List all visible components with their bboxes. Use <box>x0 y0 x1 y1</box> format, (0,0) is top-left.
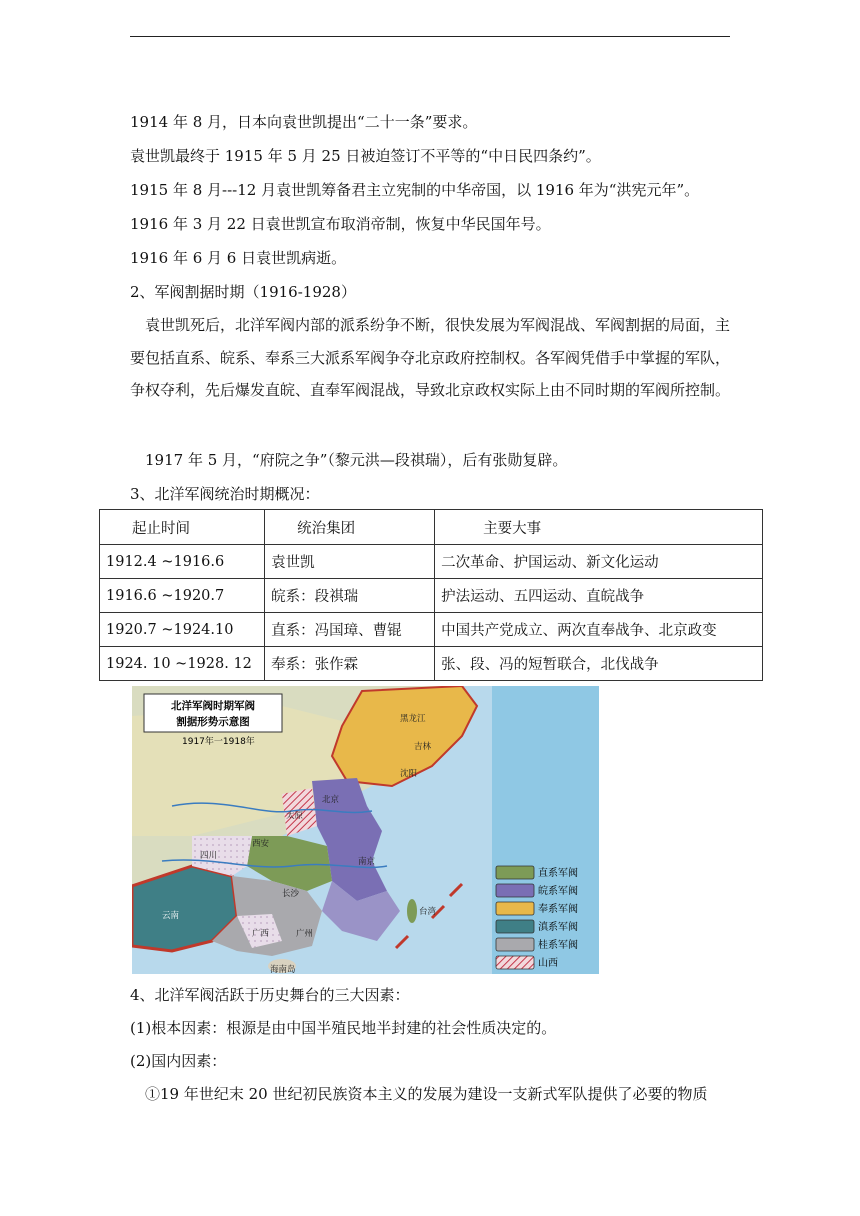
label-beijing: 北京 <box>322 795 340 805</box>
label-nanjing: 南京 <box>358 857 376 867</box>
table-row <box>100 647 763 681</box>
label-sichuan: 四川 <box>200 851 218 861</box>
label-jilin: 吉林 <box>414 742 432 752</box>
warlord-table <box>99 509 763 681</box>
legend-swatch-guangxi <box>496 938 534 951</box>
table-cell: 直系：冯国璋、曹锟 <box>265 613 435 647</box>
map-years: 1917年一1918年 <box>182 737 255 747</box>
map-title-line1: 北洋军阀时期军阀 <box>171 700 255 712</box>
legend-swatch-yunnan <box>496 920 534 933</box>
table-cell: 袁世凯 <box>265 545 435 579</box>
label-yunnan: 云南 <box>162 911 180 921</box>
table-cell: 中国共产党成立、两次直奉战争、北京政变 <box>435 613 763 647</box>
label-heilongjiang: 黑龙江 <box>400 714 426 724</box>
table-cell: 护法运动、五四运动、直皖战争 <box>435 579 763 613</box>
label-taiyuan: 太原 <box>286 811 304 821</box>
text-line-factor1: (1)根本因素：根源是由中国半殖民地半封建的社会性质决定的。 <box>130 1019 557 1037</box>
legend-label: 皖系军阀 <box>538 886 578 897</box>
section-heading-4: 4、北洋军阀活跃于历史舞台的三大因素： <box>130 986 410 1004</box>
legend-swatch-fengtian <box>496 902 534 915</box>
label-changsha: 长沙 <box>282 889 300 899</box>
table-cell: 奉系：张作霖 <box>265 647 435 681</box>
text-line-factor2-1: ①19 年世纪末 20 世纪初民族资本主义的发展为建设一支新式军队提供了必要的物质 <box>145 1085 708 1103</box>
legend-swatch-shanxi <box>496 956 534 969</box>
table-row <box>100 613 763 647</box>
header-rule <box>130 36 730 37</box>
section-heading-3: 3、北洋军阀统治时期概况： <box>130 485 320 503</box>
text-line-1914: 1914 年 8 月，日本向袁世凯提出“二十一条”要求。 <box>130 113 478 131</box>
legend-swatch-anhui <box>496 884 534 897</box>
label-xian: 西安 <box>252 839 270 849</box>
table-cell: 1924. 10 ~1928. 12 <box>100 647 265 681</box>
label-guangzhou: 广州 <box>296 929 314 939</box>
map-title-line2: 割据形势示意图 <box>176 716 250 728</box>
text-line-1915-treaty: 袁世凯最终于 1915 年 5 月 25 日被迫签订不平等的“中日民四条约”。 <box>130 147 601 165</box>
table-cell: 皖系：段祺瑞 <box>265 579 435 613</box>
text-line-1916-cancel: 1916 年 3 月 22 日袁世凯宣布取消帝制，恢复中华民国年号。 <box>130 215 551 233</box>
taiwan-island <box>407 899 417 923</box>
label-hainan: 海南岛 <box>270 965 296 974</box>
table-cell: 1920.7 ~1924.10 <box>100 613 265 647</box>
legend-label: 奉系军阀 <box>538 904 578 915</box>
table-cell: 1916.6 ~1920.7 <box>100 579 265 613</box>
warlord-paragraph: 袁世凯死后，北洋军阀内部的派系纷争不断，很快发展为军阀混战、军阀割据的局面，主要包括直系、皖系、奉系三大派系军阀争夺北京政府控制权。各军阀凭借手中掌握的军队，争权夺利，先后爆发直皖、直奉军阀混战，导致北京政权实际上由不同时期的军阀所控制。 <box>130 316 731 399</box>
legend-swatch-zhili <box>496 866 534 879</box>
table-header-cell: 统治集团 <box>265 510 435 545</box>
table-cell: 1912.4 ~1916.6 <box>100 545 265 579</box>
table-cell: 张、段、冯的短暂联合，北伐战争 <box>435 647 763 681</box>
warlord-map <box>132 686 599 974</box>
table-header-cell: 起止时间 <box>100 510 265 545</box>
table-cell: 二次革命、护国运动、新文化运动 <box>435 545 763 579</box>
text-line-1915-empire: 1915 年 8 月---12 月袁世凯筹备君主立宪制的中华帝国，以 1916 年为“洪宪元年”。 <box>130 181 700 199</box>
legend-label: 直系军阀 <box>538 868 578 879</box>
text-line-1916-death: 1916 年 6 月 6 日袁世凯病逝。 <box>130 249 347 267</box>
legend-label: 桂系军阀 <box>538 940 578 951</box>
label-shenyang: 沈阳 <box>400 769 418 779</box>
text-line-fuyuan: 1917 年 5 月，“府院之争”（黎元洪—段祺瑞），后有张勋复辟。 <box>145 451 568 469</box>
text-line-factor2: (2)国内因素： <box>130 1052 227 1070</box>
section-heading-2: 2、军阀割据时期（1916-1928） <box>130 283 356 301</box>
table-row <box>100 579 763 613</box>
legend-label: 山西 <box>538 958 558 969</box>
label-taiwan: 台湾 <box>419 907 437 917</box>
table-row <box>100 545 763 579</box>
table-header-row <box>100 510 763 545</box>
legend-label: 滇系军阀 <box>538 922 578 933</box>
label-guangxi: 广西 <box>252 929 270 939</box>
table-header-cell: 主要大事 <box>435 510 763 545</box>
